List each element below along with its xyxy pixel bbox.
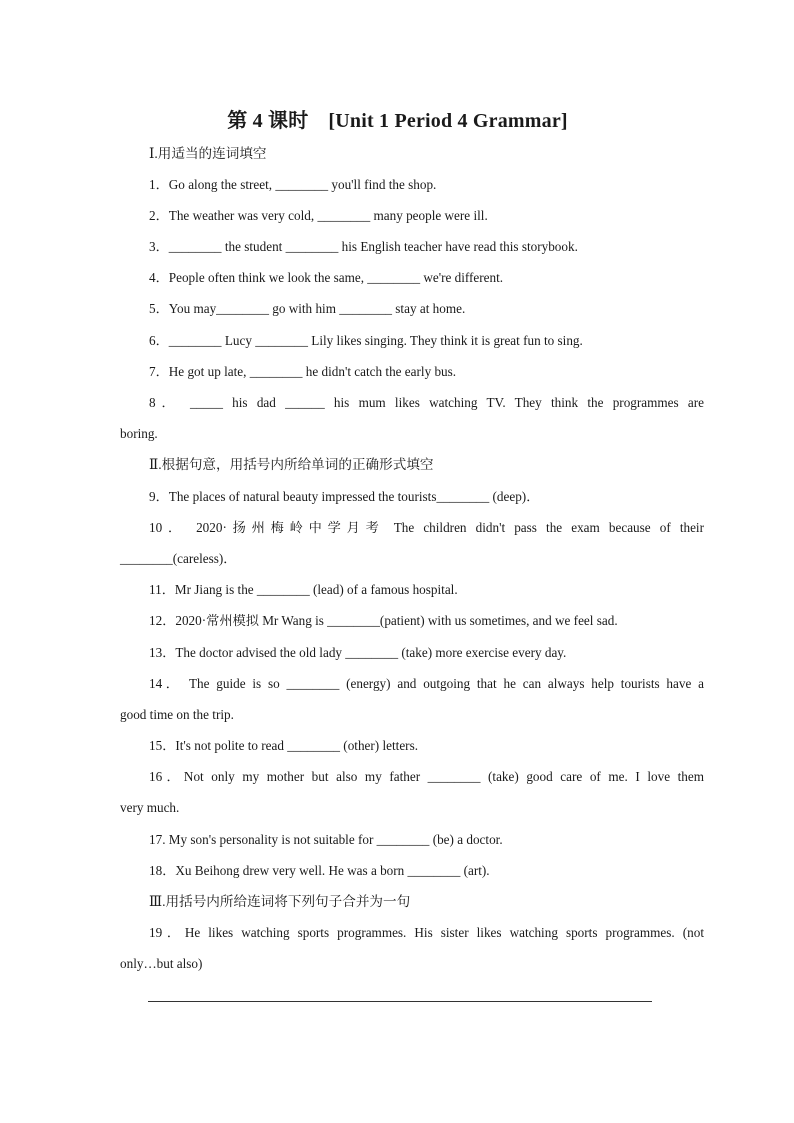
question-9: 9．The places of natural beauty impressed the tourists________ (deep)． <box>149 489 540 504</box>
question-13: 13．The doctor advised the old lady ________ (take) more exercise every day. <box>149 645 567 660</box>
question-11: 11．Mr Jiang is the ________ (lead) of a famous hospital. <box>149 582 458 597</box>
lesson-label: 第 4 课时 <box>227 110 309 132</box>
question-19-line-1: 19．He likes watching sports programmes. His sister likes watching sports programmes. (not <box>149 925 704 940</box>
question-10-line-1: 10． 2020·扬州梅岭中学月考 The children didn't pass the exam because of their <box>149 520 704 535</box>
question-14-line-1: 14． The guide is so ________ (energy) and outgoing that he can always help tourists have a <box>149 676 704 691</box>
question-4: 4．People often think we look the same, ________ we're different. <box>149 270 504 285</box>
question-14-line-2: good time on the trip. <box>120 707 234 722</box>
question-3: 3．________ the student ________ his English teacher have read this storybook. <box>149 239 578 254</box>
question-15: 15．It's not polite to read ________ (other) letters. <box>149 738 418 753</box>
question-16-line-2: very much. <box>120 800 180 815</box>
question-6: 6．________ Lucy ________ Lily likes singing. They think it is great fun to sing. <box>149 333 583 348</box>
question-5: 5．You may________ go with him ________ stay at home. <box>149 301 466 316</box>
page-title <box>120 104 675 133</box>
question-1: 1．Go along the street, ________ you'll find the shop. <box>149 177 437 192</box>
question-2: 2．The weather was very cold, ________ many people were ill. <box>149 208 488 223</box>
question-16-line-1: 16．Not only my mother but also my father ________ (take) good care of me. I love them <box>149 769 704 784</box>
section-heading-3: Ⅲ.用括号内所给连词将下列句子合并为一句 <box>149 894 411 909</box>
question-8-line-1: 8． _____ his dad ______ his mum likes watching TV. They think the programmes are <box>149 395 704 410</box>
section-heading-1: Ⅰ.用适当的连词填空 <box>149 146 267 161</box>
section-heading-2: Ⅱ.根据句意，用括号内所给单词的正确形式填空 <box>149 457 434 472</box>
question-10-line-2: ________(careless)． <box>120 551 237 566</box>
answer-line <box>148 1001 652 1002</box>
question-18: 18．Xu Beihong drew very well. He was a born ________ (art). <box>149 863 490 878</box>
unit-label: [Unit 1 Period 4 Grammar] <box>328 110 568 132</box>
question-8-line-2: boring. <box>120 426 158 441</box>
question-19-line-2: only…but also) <box>120 956 203 971</box>
question-17: 17. My son's personality is not suitable for ________ (be) a doctor. <box>149 832 503 847</box>
question-12: 12．2020·常州模拟 Mr Wang is ________(patient) with us sometimes, and we feel sad. <box>149 613 618 628</box>
question-7: 7．He got up late, ________ he didn't catch the early bus. <box>149 364 457 379</box>
